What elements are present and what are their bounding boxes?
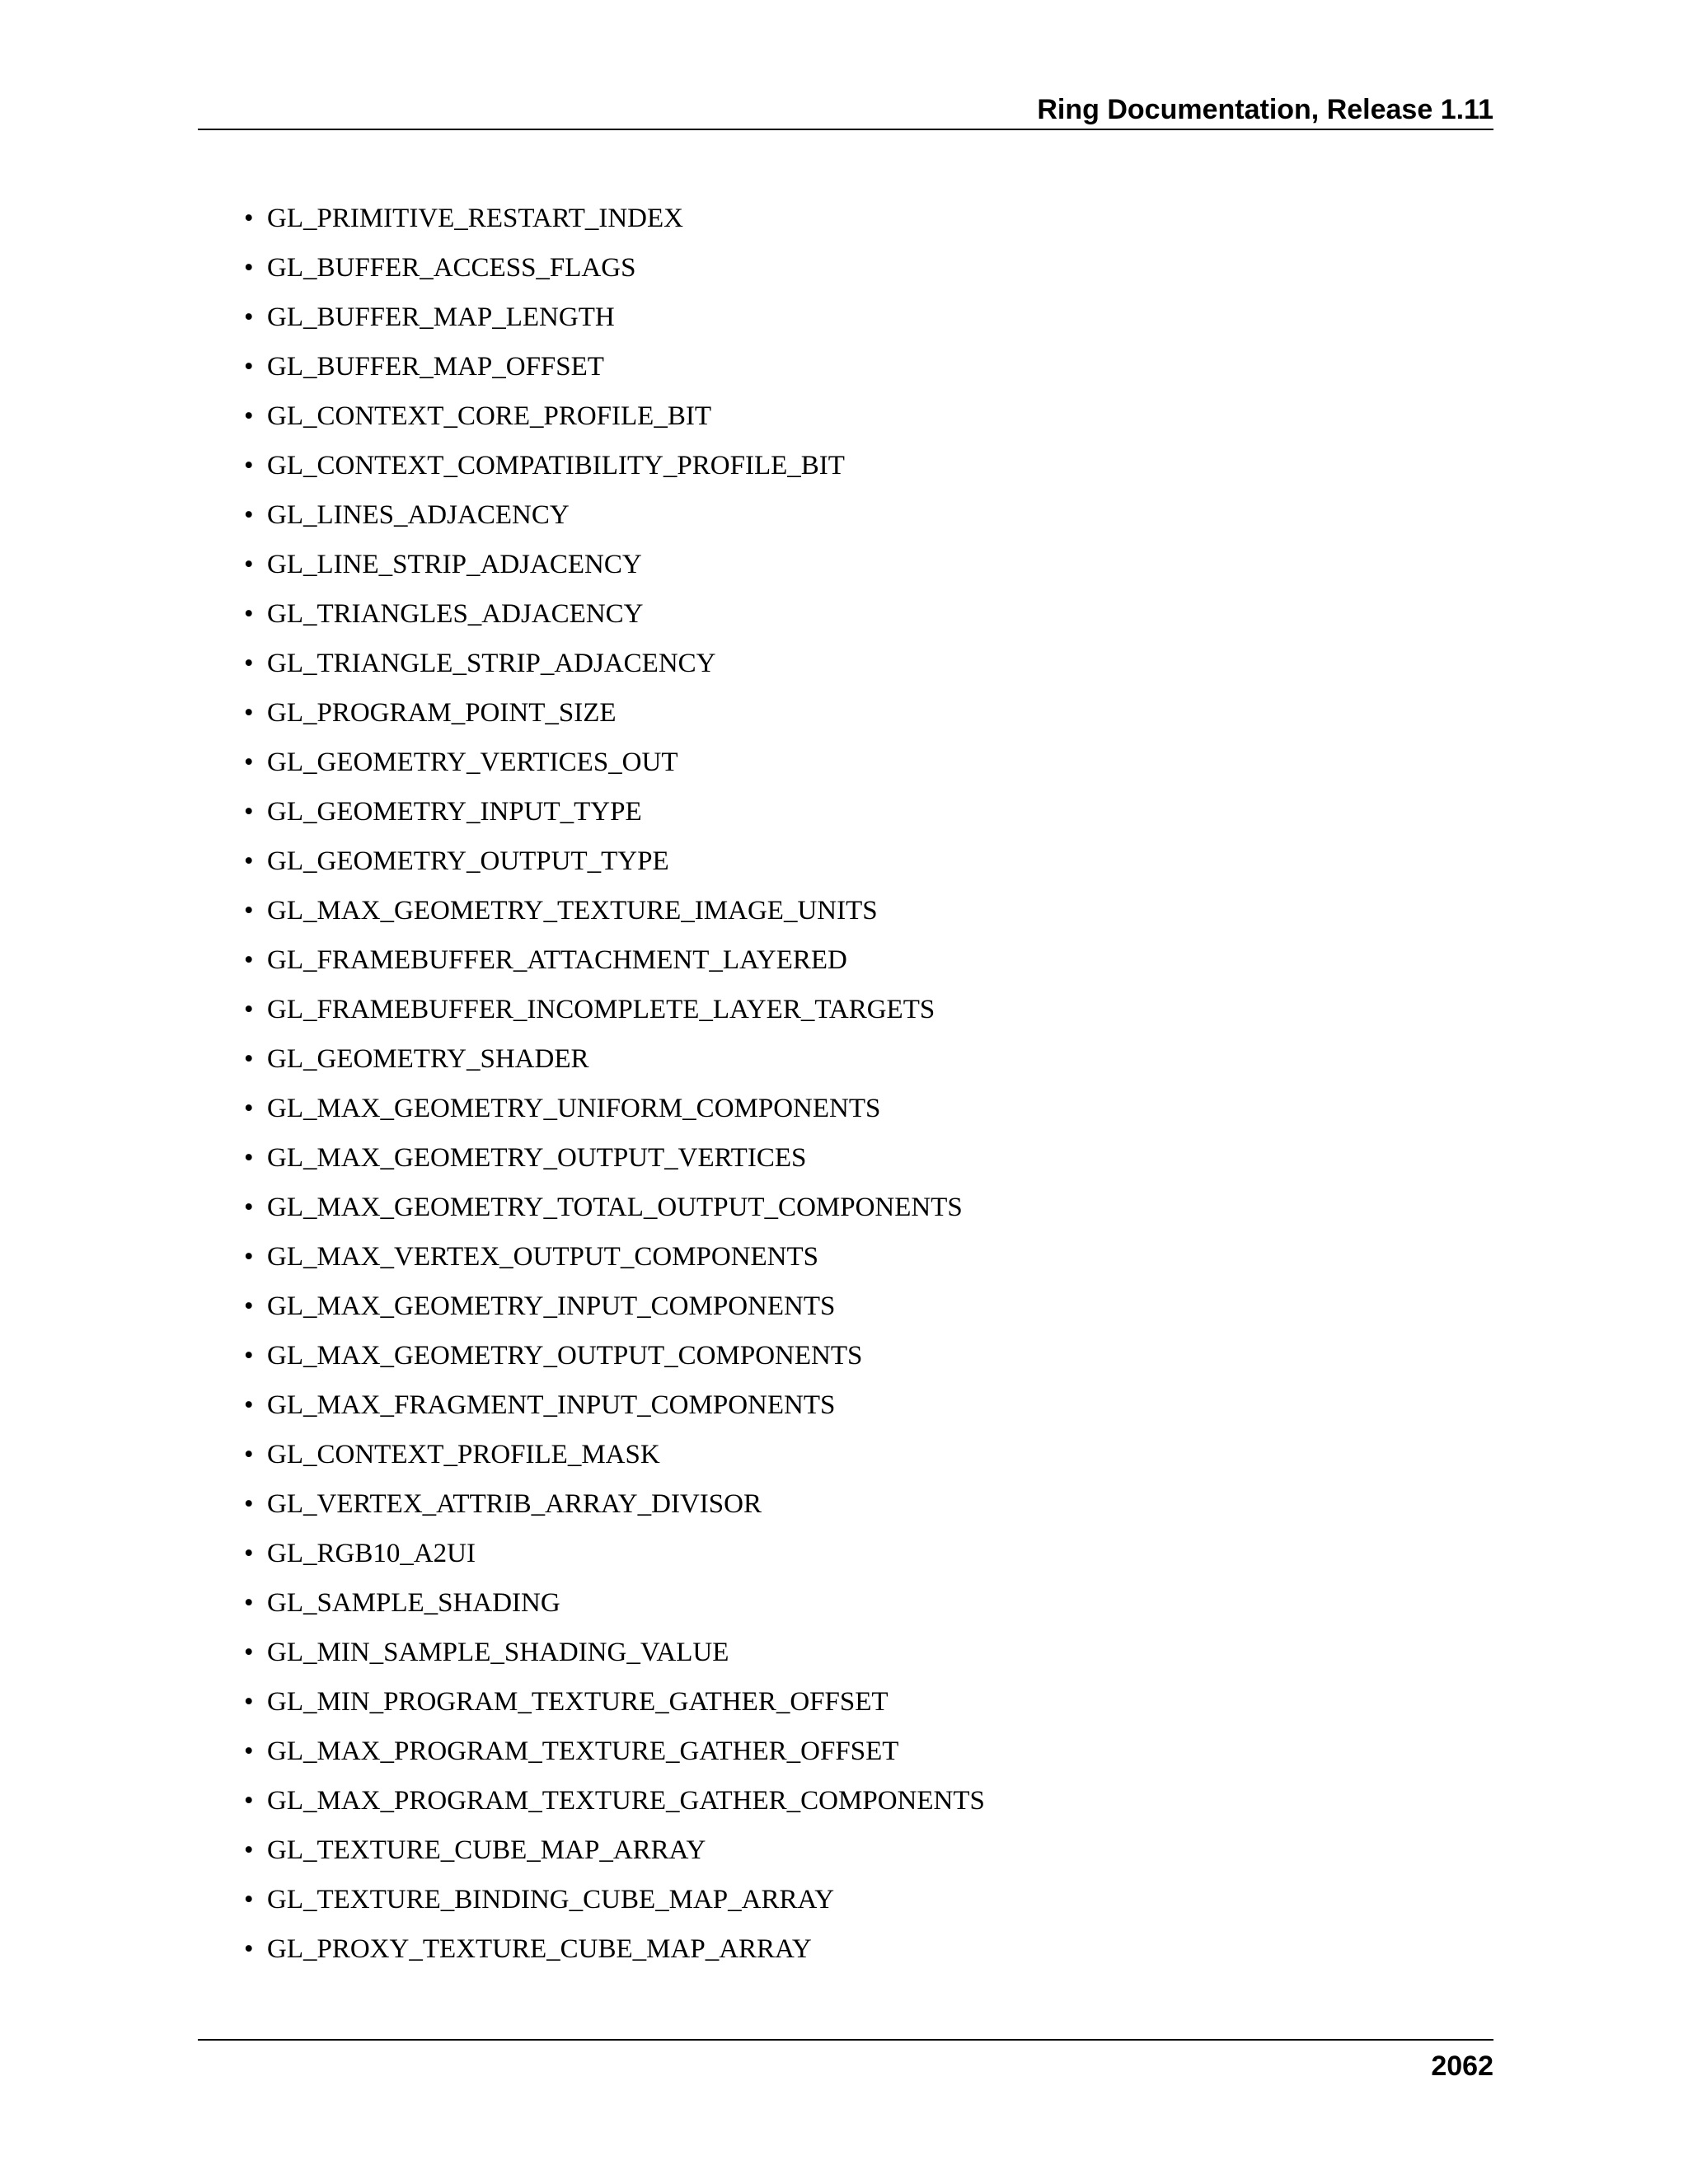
- constant-name: GL_PROGRAM_POINT_SIZE: [267, 698, 617, 728]
- bullet-icon: •: [244, 1193, 254, 1222]
- bullet-icon: •: [244, 1341, 254, 1371]
- list-item: [244, 1535, 1480, 1585]
- list-item: [244, 645, 1480, 695]
- bullet-icon: •: [244, 1044, 254, 1074]
- list-item: [244, 596, 1480, 645]
- list-item: [244, 398, 1480, 448]
- constant-name: GL_MAX_PROGRAM_TEXTURE_GATHER_OFFSET: [267, 1736, 899, 1766]
- bullet-icon: •: [244, 599, 254, 629]
- document-title: Ring Documentation, Release 1.11: [1037, 94, 1493, 125]
- list-item: [244, 893, 1480, 942]
- list-item: [244, 942, 1480, 991]
- bullet-icon: •: [244, 846, 254, 876]
- constant-name: GL_BUFFER_MAP_OFFSET: [267, 352, 604, 382]
- list-item: [244, 1832, 1480, 1882]
- bullet-icon: •: [244, 1094, 254, 1123]
- list-item: [244, 1338, 1480, 1387]
- list-item: [244, 1239, 1480, 1288]
- constant-name: GL_MIN_PROGRAM_TEXTURE_GATHER_OFFSET: [267, 1687, 889, 1717]
- bullet-icon: •: [244, 1291, 254, 1321]
- list-item: [244, 1140, 1480, 1189]
- constant-name: GL_PRIMITIVE_RESTART_INDEX: [267, 204, 684, 233]
- list-item: [244, 1288, 1480, 1338]
- list-item: [244, 1090, 1480, 1140]
- list-item: [244, 497, 1480, 546]
- bullet-icon: •: [244, 1539, 254, 1568]
- constant-name: GL_TEXTURE_CUBE_MAP_ARRAY: [267, 1835, 706, 1865]
- list-item: [244, 1387, 1480, 1436]
- bullet-icon: •: [244, 1440, 254, 1469]
- bullet-icon: •: [244, 748, 254, 777]
- list-item: [244, 991, 1480, 1041]
- constant-list: [244, 200, 1480, 1980]
- constant-name: GL_MIN_SAMPLE_SHADING_VALUE: [267, 1638, 729, 1667]
- bullet-icon: •: [244, 550, 254, 579]
- bullet-icon: •: [244, 1687, 254, 1717]
- constant-name: GL_MAX_GEOMETRY_TOTAL_OUTPUT_COMPONENTS: [267, 1193, 963, 1222]
- bullet-icon: •: [244, 698, 254, 728]
- list-item: [244, 1783, 1480, 1832]
- constant-name: GL_FRAMEBUFFER_ATTACHMENT_LAYERED: [267, 945, 847, 975]
- bullet-icon: •: [244, 1835, 254, 1865]
- bullet-icon: •: [244, 1786, 254, 1816]
- constant-name: GL_CONTEXT_PROFILE_MASK: [267, 1440, 660, 1469]
- constant-name: GL_MAX_VERTEX_OUTPUT_COMPONENTS: [267, 1242, 819, 1272]
- list-item: [244, 1684, 1480, 1733]
- constant-name: GL_MAX_GEOMETRY_UNIFORM_COMPONENTS: [267, 1094, 881, 1123]
- bullet-icon: •: [244, 1934, 254, 1964]
- list-item: [244, 744, 1480, 794]
- constant-name: GL_FRAMEBUFFER_INCOMPLETE_LAYER_TARGETS: [267, 995, 935, 1024]
- constant-name: GL_BUFFER_ACCESS_FLAGS: [267, 253, 636, 283]
- bullet-icon: •: [244, 1390, 254, 1420]
- bullet-icon: •: [244, 1885, 254, 1915]
- bullet-icon: •: [244, 500, 254, 530]
- list-item: [244, 1634, 1480, 1684]
- list-item: [244, 546, 1480, 596]
- constant-name: GL_MAX_GEOMETRY_INPUT_COMPONENTS: [267, 1291, 836, 1321]
- list-item: [244, 448, 1480, 497]
- running-header: [198, 92, 1493, 130]
- constant-name: GL_MAX_GEOMETRY_TEXTURE_IMAGE_UNITS: [267, 896, 878, 926]
- list-item: [244, 794, 1480, 843]
- list-item: [244, 695, 1480, 744]
- constant-name: GL_TRIANGLES_ADJACENCY: [267, 599, 644, 629]
- list-item: [244, 1733, 1480, 1783]
- list-item: [244, 1931, 1480, 1980]
- bullet-icon: •: [244, 253, 254, 283]
- constant-name: GL_VERTEX_ATTRIB_ARRAY_DIVISOR: [267, 1489, 762, 1519]
- list-item: [244, 1189, 1480, 1239]
- list-item: [244, 843, 1480, 893]
- bullet-icon: •: [244, 352, 254, 382]
- bullet-icon: •: [244, 1489, 254, 1519]
- list-item: [244, 1882, 1480, 1931]
- list-item: [244, 1436, 1480, 1486]
- constant-name: GL_MAX_FRAGMENT_INPUT_COMPONENTS: [267, 1390, 836, 1420]
- constant-name: GL_LINE_STRIP_ADJACENCY: [267, 550, 642, 579]
- bullet-icon: •: [244, 401, 254, 431]
- constant-name: GL_CONTEXT_COMPATIBILITY_PROFILE_BIT: [267, 451, 845, 480]
- constant-name: GL_MAX_GEOMETRY_OUTPUT_COMPONENTS: [267, 1341, 863, 1371]
- list-item: [244, 299, 1480, 349]
- list-item: [244, 1585, 1480, 1634]
- constant-name: GL_CONTEXT_CORE_PROFILE_BIT: [267, 401, 711, 431]
- running-footer: [198, 2039, 1493, 2090]
- constant-name: GL_MAX_PROGRAM_TEXTURE_GATHER_COMPONENTS: [267, 1786, 985, 1816]
- list-item: [244, 200, 1480, 250]
- bullet-icon: •: [244, 995, 254, 1024]
- constant-name: GL_GEOMETRY_OUTPUT_TYPE: [267, 846, 669, 876]
- constant-name: GL_GEOMETRY_INPUT_TYPE: [267, 797, 642, 827]
- bullet-icon: •: [244, 1143, 254, 1173]
- list-item: [244, 1041, 1480, 1090]
- bullet-icon: •: [244, 945, 254, 975]
- constant-name: GL_TRIANGLE_STRIP_ADJACENCY: [267, 649, 716, 678]
- constant-name: GL_GEOMETRY_SHADER: [267, 1044, 589, 1074]
- constant-name: GL_TEXTURE_BINDING_CUBE_MAP_ARRAY: [267, 1885, 835, 1915]
- page-number: 2062: [1431, 2050, 1493, 2082]
- bullet-icon: •: [244, 204, 254, 233]
- bullet-icon: •: [244, 1588, 254, 1618]
- list-item: [244, 1486, 1480, 1535]
- bullet-icon: •: [244, 1736, 254, 1766]
- bullet-icon: •: [244, 1242, 254, 1272]
- constant-name: GL_SAMPLE_SHADING: [267, 1588, 560, 1618]
- bullet-icon: •: [244, 302, 254, 332]
- constant-name: GL_GEOMETRY_VERTICES_OUT: [267, 748, 678, 777]
- constant-name: GL_MAX_GEOMETRY_OUTPUT_VERTICES: [267, 1143, 807, 1173]
- bullet-icon: •: [244, 451, 254, 480]
- constant-name: GL_PROXY_TEXTURE_CUBE_MAP_ARRAY: [267, 1934, 812, 1964]
- bullet-icon: •: [244, 896, 254, 926]
- constant-name: GL_LINES_ADJACENCY: [267, 500, 570, 530]
- constant-name: GL_RGB10_A2UI: [267, 1539, 476, 1568]
- list-item: [244, 250, 1480, 299]
- constant-name: GL_BUFFER_MAP_LENGTH: [267, 302, 615, 332]
- bullet-icon: •: [244, 1638, 254, 1667]
- bullet-icon: •: [244, 649, 254, 678]
- list-item: [244, 349, 1480, 398]
- bullet-icon: •: [244, 797, 254, 827]
